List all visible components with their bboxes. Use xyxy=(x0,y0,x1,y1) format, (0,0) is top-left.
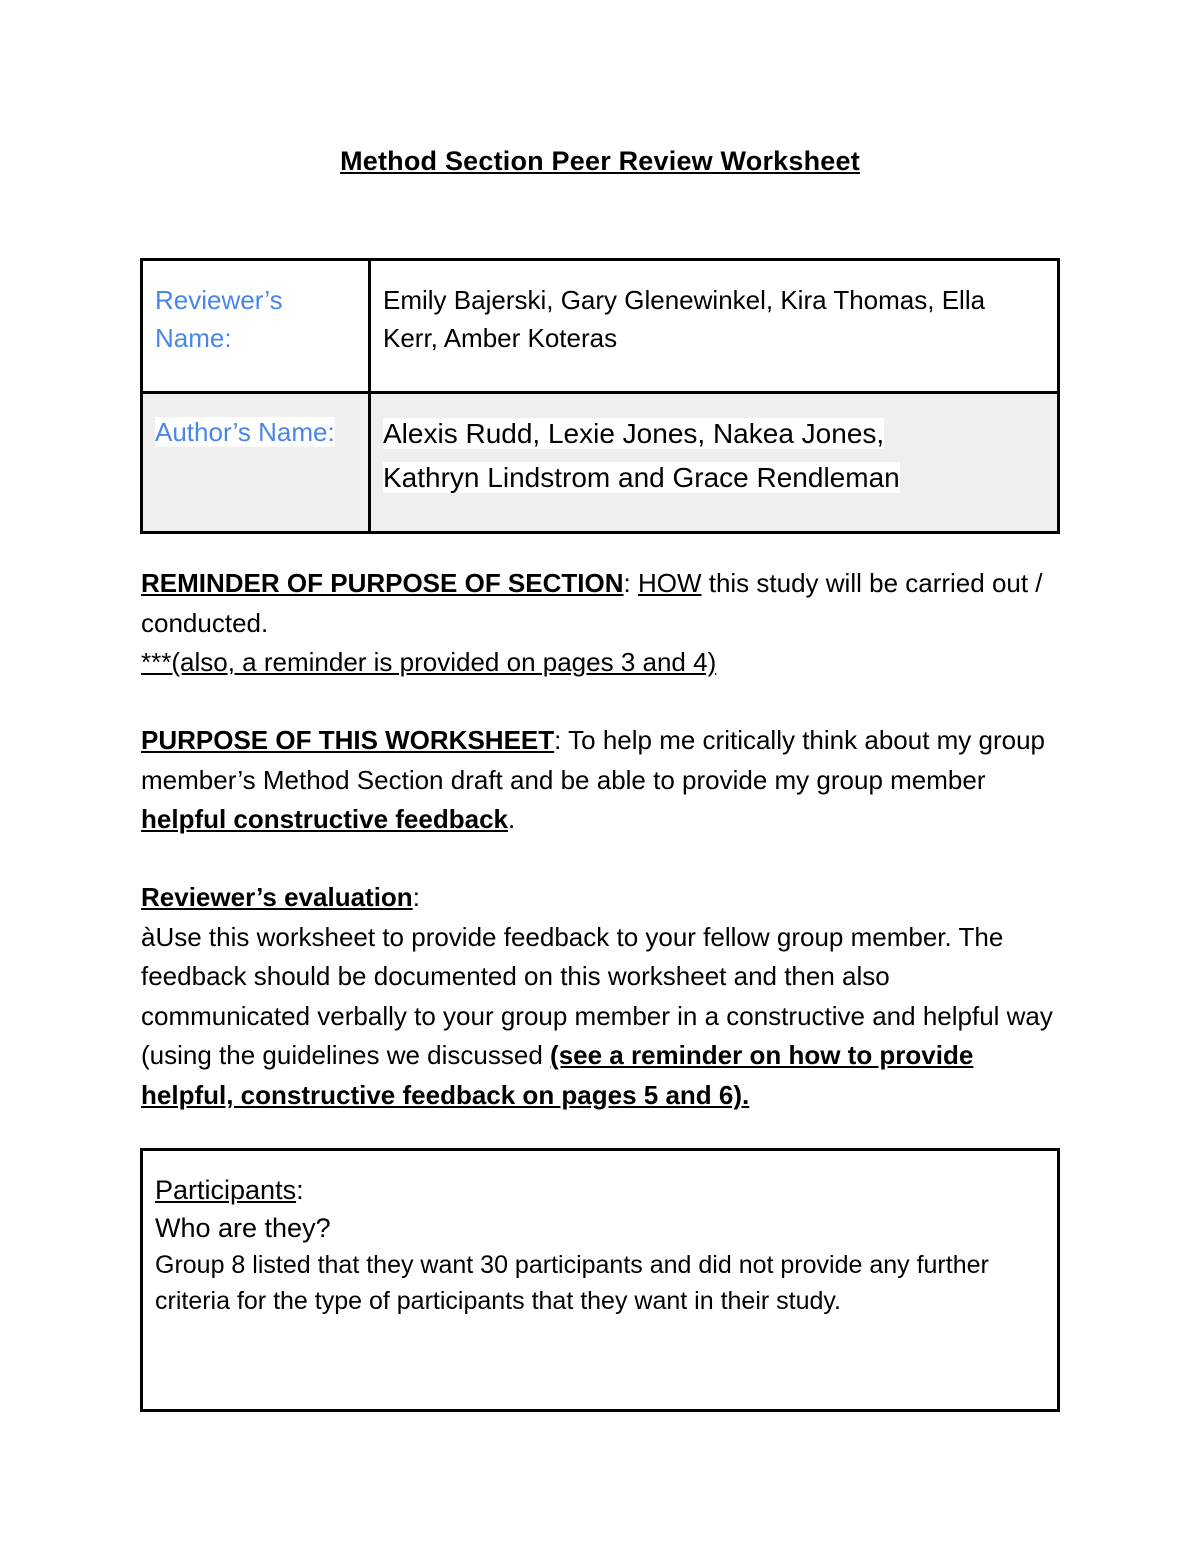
reviewer-name-label: Reviewer’s Name: xyxy=(142,260,370,393)
reviewer-author-table xyxy=(140,258,1060,534)
reminder-colon: : xyxy=(623,568,638,598)
purpose-heading: PURPOSE OF THIS WORKSHEET xyxy=(141,725,555,755)
reminder-heading: REMINDER OF PURPOSE OF SECTION xyxy=(141,568,624,598)
evaluation-colon: : xyxy=(412,882,420,912)
reminder-text: this study will be carried out / conducted. xyxy=(141,568,1043,638)
purpose-end: . xyxy=(507,804,516,834)
evaluation-heading: Reviewer’s evaluation xyxy=(141,882,413,912)
evaluation-text: àUse this worksheet to provide feedback to your fellow group member. The feedback should be documented on this worksheet and then also communicated verbally to your group member in a constructive and helpful way (using the guidelines we discussed xyxy=(141,921,1053,1070)
author-row xyxy=(142,393,1059,533)
participants-colon: : xyxy=(296,1175,304,1205)
evaluation-section xyxy=(141,878,1066,1115)
author-name-label-text: Author’s Name: xyxy=(155,417,335,447)
participants-heading: Participants xyxy=(155,1175,297,1205)
participants-heading-line xyxy=(155,1171,1057,1209)
worksheet-title: Method Section Peer Review Worksheet xyxy=(340,146,860,176)
author-name-value xyxy=(370,393,1059,533)
participants-answer[interactable]: Group 8 listed that they want 30 participants and did not provide any further criteria for the type of participants that they want in their study. xyxy=(155,1251,989,1315)
purpose-text: : To help me critically think about my group member’s Method Section draft and be able to provide my group member xyxy=(141,725,1046,795)
purpose-section xyxy=(141,721,1066,840)
reminder-section xyxy=(141,564,1066,683)
purpose-emphasis: helpful constructive feedback xyxy=(141,804,508,834)
reviewer-name-value: Emily Bajerski, Gary Glenewinkel, Kira Thomas, Ella Kerr, Amber Koteras xyxy=(370,260,1059,393)
reminder-how: HOW xyxy=(637,568,702,598)
reviewer-row xyxy=(142,260,1059,393)
author-name-line-2: Kathryn Lindstrom and Grace Rendleman xyxy=(383,462,900,493)
author-name-label xyxy=(142,393,370,533)
participants-question: Who are they? xyxy=(155,1213,331,1243)
author-name-line-1: Alexis Rudd, Lexie Jones, Nakea Jones, xyxy=(383,418,885,449)
evaluation-emphasis: (see a reminder on how to provide helpful, constructive feedback on pages 5 and 6). xyxy=(141,1040,974,1110)
participants-box xyxy=(140,1148,1060,1412)
reminder-note: ***(also, a reminder is provided on pages 3 and 4) xyxy=(141,647,717,677)
